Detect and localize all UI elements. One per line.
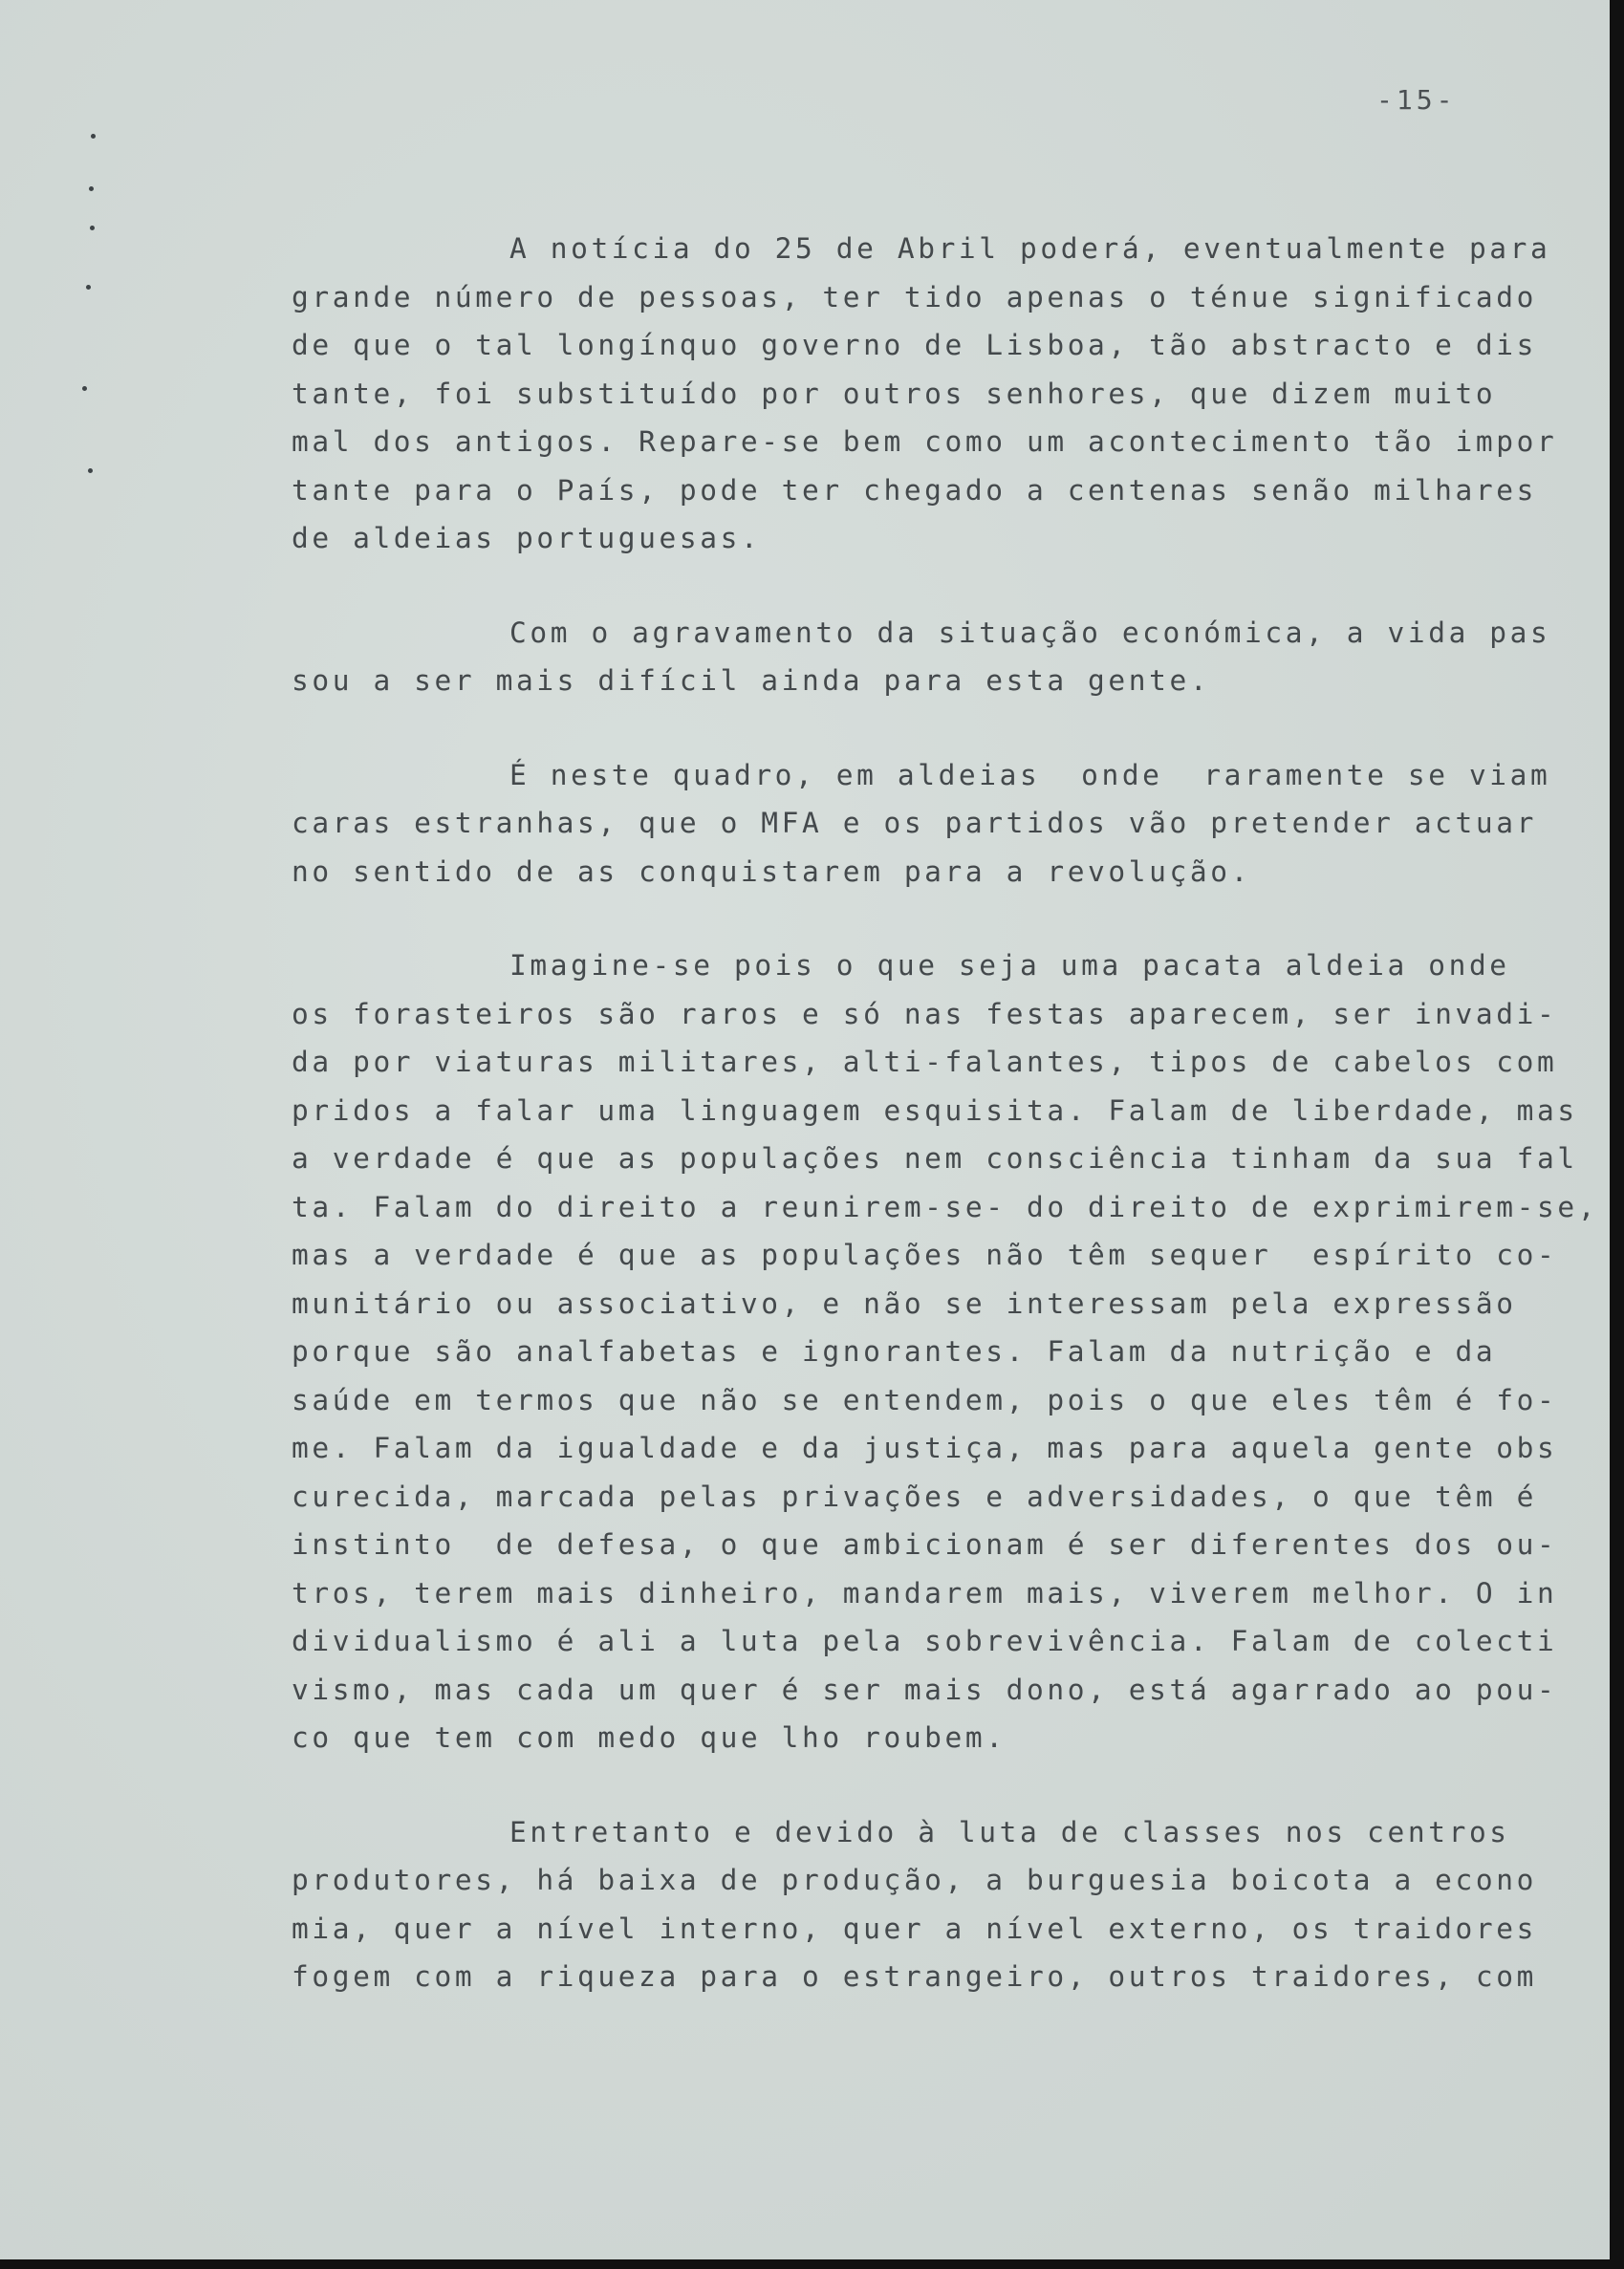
text-line: da por viaturas militares, alti-falantes, tipos de cabelos com — [292, 1046, 1558, 1078]
text-line: sou a ser mais difícil ainda para esta gente. — [292, 664, 1211, 697]
margin-mark — [88, 468, 93, 473]
scan-edge-right — [1610, 0, 1624, 2269]
paragraph — [292, 1808, 1537, 2001]
text-line: de aldeias portuguesas. — [292, 522, 762, 554]
text-line: no sentido de as conquistarem para a revolução. — [292, 854, 1251, 888]
margin-mark — [82, 386, 87, 391]
text-line: tros, terem mais dinheiro, mandarem mais, viverem melhor. O in — [292, 1576, 1558, 1610]
text-line: Entretanto e devido à luta de classes nos centros — [509, 1815, 1510, 1848]
paragraph — [292, 941, 1599, 1762]
text-line: vismo, mas cada um quer é ser mais dono, está agarrado ao pou- — [292, 1673, 1558, 1706]
text-line: fogem com a riqueza para o estrangeiro, outros traidores, com — [292, 1960, 1537, 1993]
text-line: dividualismo é ali a luta pela sobrevivência. Falam de colecti — [292, 1625, 1558, 1657]
paragraph — [292, 751, 1551, 897]
text-line: Com o agravamento da situação económica, a vida pas — [509, 616, 1551, 649]
text-line: produtores, há baixa de produção, a burguesia boicota a econo — [292, 1864, 1537, 1896]
text-line: instinto de defesa, o que ambicionam é ser diferentes dos ou- — [292, 1528, 1558, 1561]
text-line: munitário ou associativo, e não se interessam pela expressão — [292, 1286, 1517, 1320]
page-number: -15- — [1376, 84, 1457, 116]
text-line: saúde em termos que não se entendem, pois o que eles têm é fo- — [292, 1383, 1558, 1416]
text-line: É neste quadro, em aldeias onde raramente se viam — [509, 758, 1551, 791]
text-line: tante para o País, pode ter chegado a centenas senão milhares — [292, 473, 1537, 507]
text-line: ta. Falam do direito a reunirem-se- do direito de exprimirem-se, — [292, 1190, 1599, 1223]
margin-mark — [89, 186, 94, 191]
text-line: A notícia do 25 de Abril poderá, eventualmente para — [509, 232, 1551, 265]
text-line: a verdade é que as populações nem consciência tinham da sua fal — [292, 1142, 1578, 1175]
text-line: porque são analfabetas e ignorantes. Falam da nutrição e da — [292, 1335, 1497, 1368]
text-line: pridos a falar uma linguagem esquisita. Falam de liberdade, mas — [292, 1093, 1578, 1127]
text-line: curecida, marcada pelas privações e adversidades, o que têm é — [292, 1480, 1537, 1513]
text-line: me. Falam da igualdade e da justiça, mas para aquela gente obs — [292, 1432, 1558, 1464]
text-line: mal dos antigos. Repare-se bem como um acontecimento tão impor — [292, 425, 1558, 458]
text-line: mas a verdade é que as populações não têm sequer espírito co- — [292, 1239, 1558, 1271]
paragraph — [292, 609, 1551, 705]
text-line: os forasteiros são raros e só nas festas aparecem, ser invadi- — [292, 997, 1558, 1030]
text-line: mia, quer a nível interno, quer a nível externo, os traidores — [292, 1912, 1537, 1945]
text-line: caras estranhas, que o MFA e os partidos vão pretender actuar — [292, 807, 1537, 839]
text-line: grande número de pessoas, ter tido apenas o ténue significado — [292, 280, 1537, 313]
margin-mark — [90, 226, 95, 230]
text-line: de que o tal longínquo governo de Lisboa, tão abstracto e dis — [292, 329, 1537, 361]
text-line: co que tem com medo que lho roubem. — [292, 1721, 1007, 1754]
typed-text-body — [292, 225, 1599, 2047]
paragraph — [292, 225, 1558, 563]
margin-mark — [86, 285, 91, 290]
text-line: tante, foi substituído por outros senhores, que dizem muito — [292, 377, 1497, 410]
scan-edge-bottom — [0, 2259, 1624, 2269]
margin-mark — [91, 134, 96, 139]
text-line: Imagine-se pois o que seja uma pacata aldeia onde — [509, 949, 1510, 982]
